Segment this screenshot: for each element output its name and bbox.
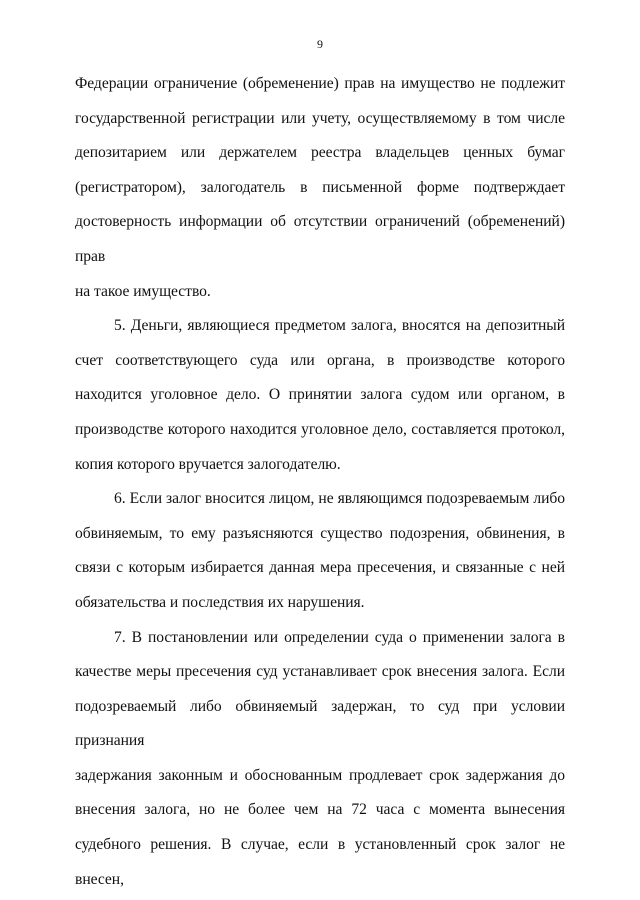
text-line: государственной регистрации или учету, осуществляемому в том числе [75, 109, 565, 127]
paragraph-continuation [75, 67, 565, 309]
text-line: на такое имущество. [75, 282, 211, 300]
text-line: связи с которым избирается данная мера пресечения, и связанные с ней [75, 559, 565, 577]
paragraph-item-5 [75, 309, 565, 482]
document-body [75, 67, 565, 897]
text-line: счет соответствующего суда или органа, в производстве которого [75, 351, 565, 369]
text-line: внесения залога, но не более чем на 72 часа с момента вынесения [75, 801, 565, 819]
text-line: качестве меры пресечения суд устанавливает срок внесения залога. Если [75, 663, 565, 681]
text-line: достоверность информации об отсутствии ограничений (обременений) прав [75, 213, 565, 265]
text-line: судебного решения. В случае, если в установленный срок залог не внесен, [75, 836, 565, 888]
text-line: обязательства и последствия их нарушения. [75, 593, 365, 611]
text-line: находится уголовное дело. О принятии залога судом или органом, в [75, 386, 565, 404]
text-line: копия которого вручается залогодателю. [75, 455, 341, 473]
text-line: обвиняемым, то ему разъясняются существо подозрения, обвинения, в [75, 524, 565, 542]
text-line: Федерации ограничение (обременение) прав на имущество не подлежит [75, 75, 565, 92]
text-line: подозреваемый либо обвиняемый задержан, то суд при условии признания [75, 697, 565, 750]
text-line: 6. Если залог вносится лицом, не являющимся подозреваемым либо [114, 490, 565, 508]
text-line: депозитарием или держателем реестра владельцев ценных бумаг [75, 144, 565, 162]
text-line: производстве которого находится уголовное дело, составляется протокол, [75, 420, 565, 438]
paragraph-item-6 [75, 482, 565, 620]
page-number: 9 [317, 37, 323, 51]
text-line: 7. В постановлении или определении суда о применении залога в [114, 628, 565, 646]
paragraph-item-7 [75, 621, 565, 898]
text-line: задержания законным и обоснованным продлевает срок задержания до [75, 766, 565, 784]
text-line: 5. Деньги, являющиеся предметом залога, вносятся на депозитный [114, 317, 565, 335]
text-line: (регистратором), залогодатель в письменной форме подтверждает [75, 178, 565, 196]
